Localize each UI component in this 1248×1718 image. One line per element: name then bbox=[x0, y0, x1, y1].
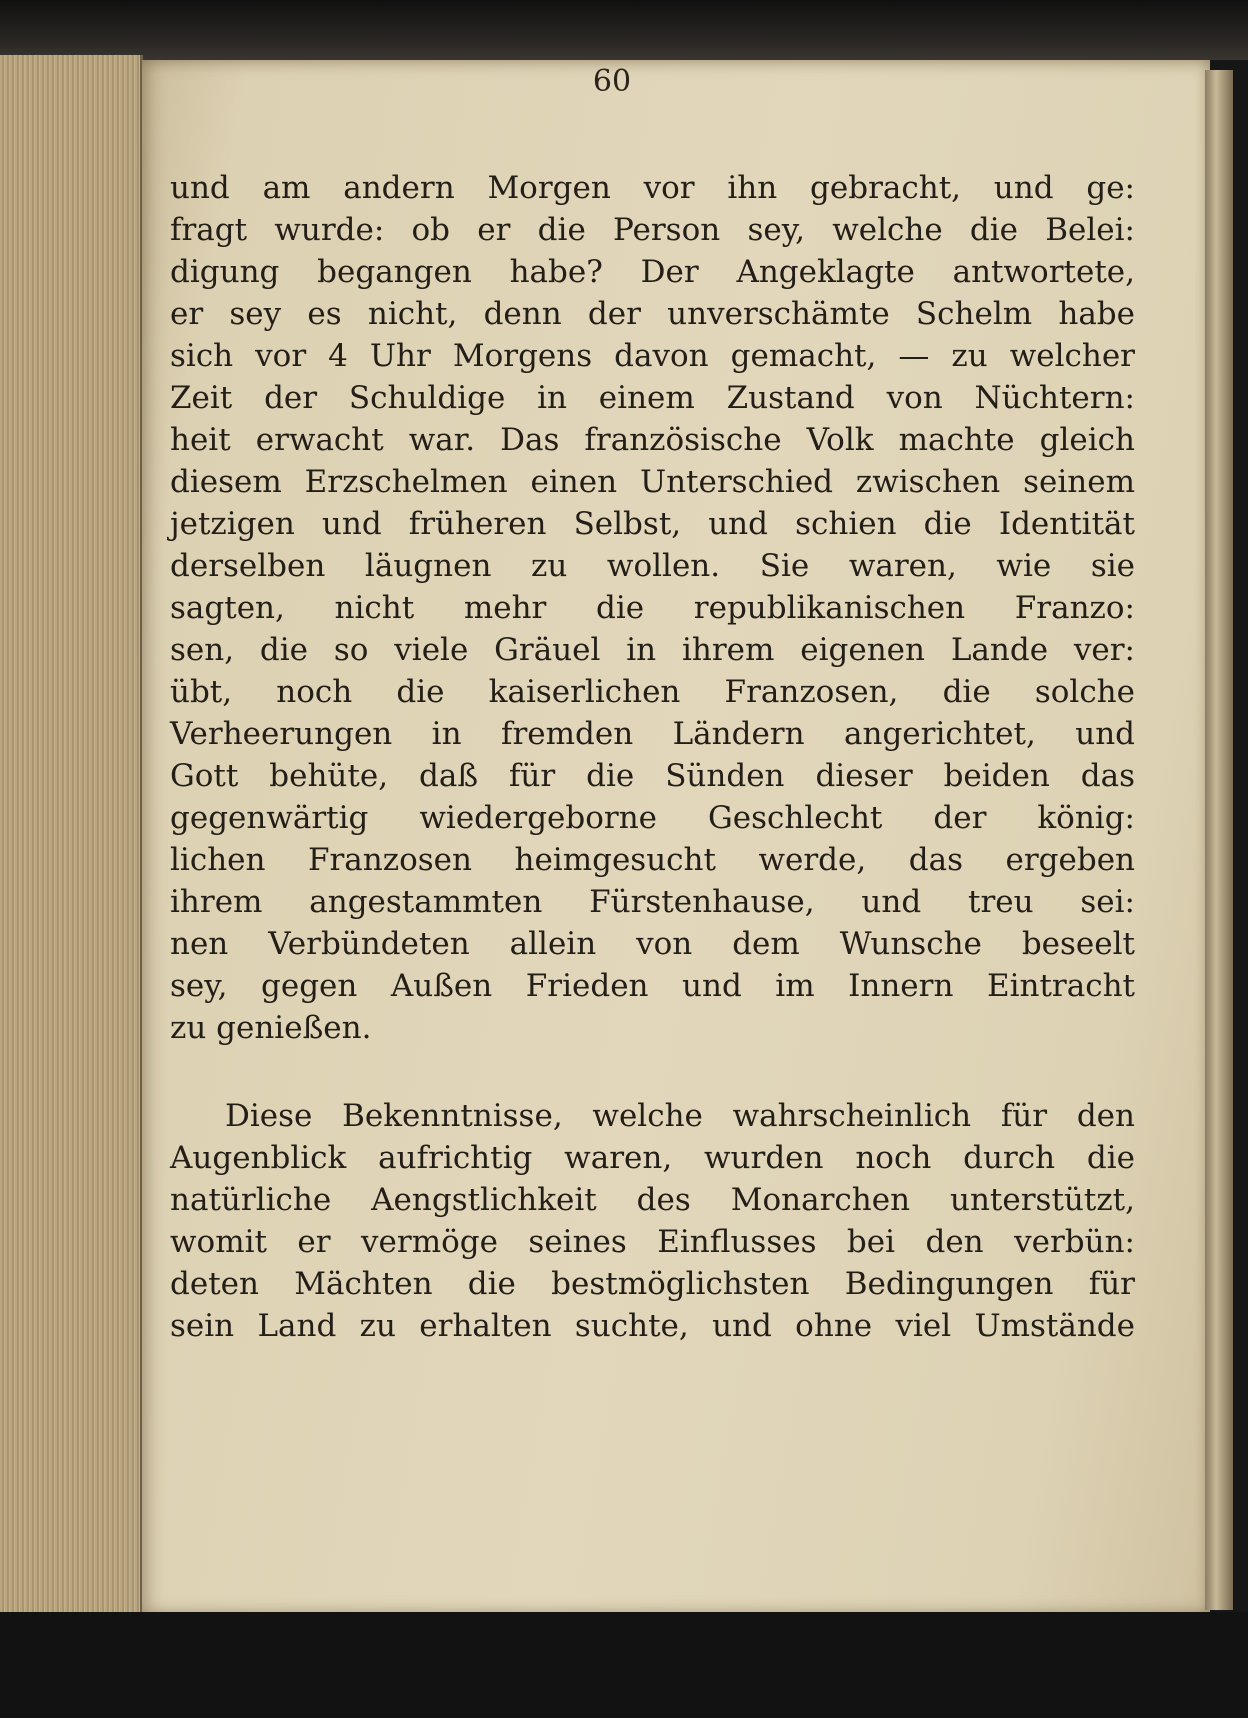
text-line: sen, die so viele Gräuel in ihrem eigenen Lande ver: bbox=[170, 632, 1135, 668]
page-stack-left bbox=[0, 55, 143, 1615]
book-cover-bottom bbox=[0, 1612, 1248, 1718]
text-line: sich vor 4 Uhr Morgens davon gemacht, — zu welcher bbox=[170, 338, 1135, 374]
text-line: deten Mächten die bestmöglichsten Bedingungen für bbox=[170, 1266, 1135, 1302]
text-line: sey, gegen Außen Frieden und im Innern Eintracht bbox=[170, 968, 1135, 1004]
page-stack-right bbox=[1205, 70, 1233, 1610]
text-line: zu genießen. bbox=[170, 1010, 372, 1046]
text-line: diesem Erzschelmen einen Unterschied zwischen seinem bbox=[170, 464, 1135, 500]
text-line: natürliche Aengstlichkeit des Monarchen unterstützt, bbox=[170, 1182, 1135, 1218]
text-line: fragt wurde: ob er die Person sey, welche die Belei: bbox=[170, 212, 1135, 248]
text-line: gegenwärtig wiedergeborne Geschlecht der könig: bbox=[170, 800, 1135, 836]
text-line: Augenblick aufrichtig waren, wurden noch durch die bbox=[170, 1140, 1135, 1176]
book-cover-top bbox=[0, 0, 1248, 60]
text-line: lichen Franzosen heimgesucht werde, das ergeben bbox=[170, 842, 1135, 878]
text-line: und am andern Morgen vor ihn gebracht, und ge: bbox=[170, 170, 1135, 206]
text-line: Gott behüte, daß für die Sünden dieser beiden das bbox=[170, 758, 1135, 794]
text-line: er sey es nicht, denn der unverschämte Schelm habe bbox=[170, 296, 1135, 332]
text-line: heit erwacht war. Das französische Volk machte gleich bbox=[170, 422, 1135, 458]
text-line: womit er vermöge seines Einflusses bei den verbün: bbox=[170, 1224, 1135, 1260]
text-line: sein Land zu erhalten suchte, und ohne viel Umstände bbox=[170, 1308, 1135, 1344]
text-line: Verheerungen in fremden Ländern angerichtet, und bbox=[170, 716, 1135, 752]
text-line: derselben läugnen zu wollen. Sie waren, wie sie bbox=[170, 548, 1135, 584]
text-line: Diese Bekenntnisse, welche wahrscheinlich für den bbox=[225, 1098, 1135, 1134]
page-number: 60 bbox=[592, 64, 632, 99]
text-line: ihrem angestammten Fürstenhause, und treu sei: bbox=[170, 884, 1135, 920]
text-line: jetzigen und früheren Selbst, und schien die Identität bbox=[170, 506, 1135, 542]
text-line: Zeit der Schuldige in einem Zustand von Nüchtern: bbox=[170, 380, 1135, 416]
text-line: sagten, nicht mehr die republikanischen Franzo: bbox=[170, 590, 1135, 626]
text-line: digung begangen habe? Der Angeklagte antwortete, bbox=[170, 254, 1135, 290]
text-line: nen Verbündeten allein von dem Wunsche beseelt bbox=[170, 926, 1135, 962]
text-line: übt, noch die kaiserlichen Franzosen, die solche bbox=[170, 674, 1135, 710]
